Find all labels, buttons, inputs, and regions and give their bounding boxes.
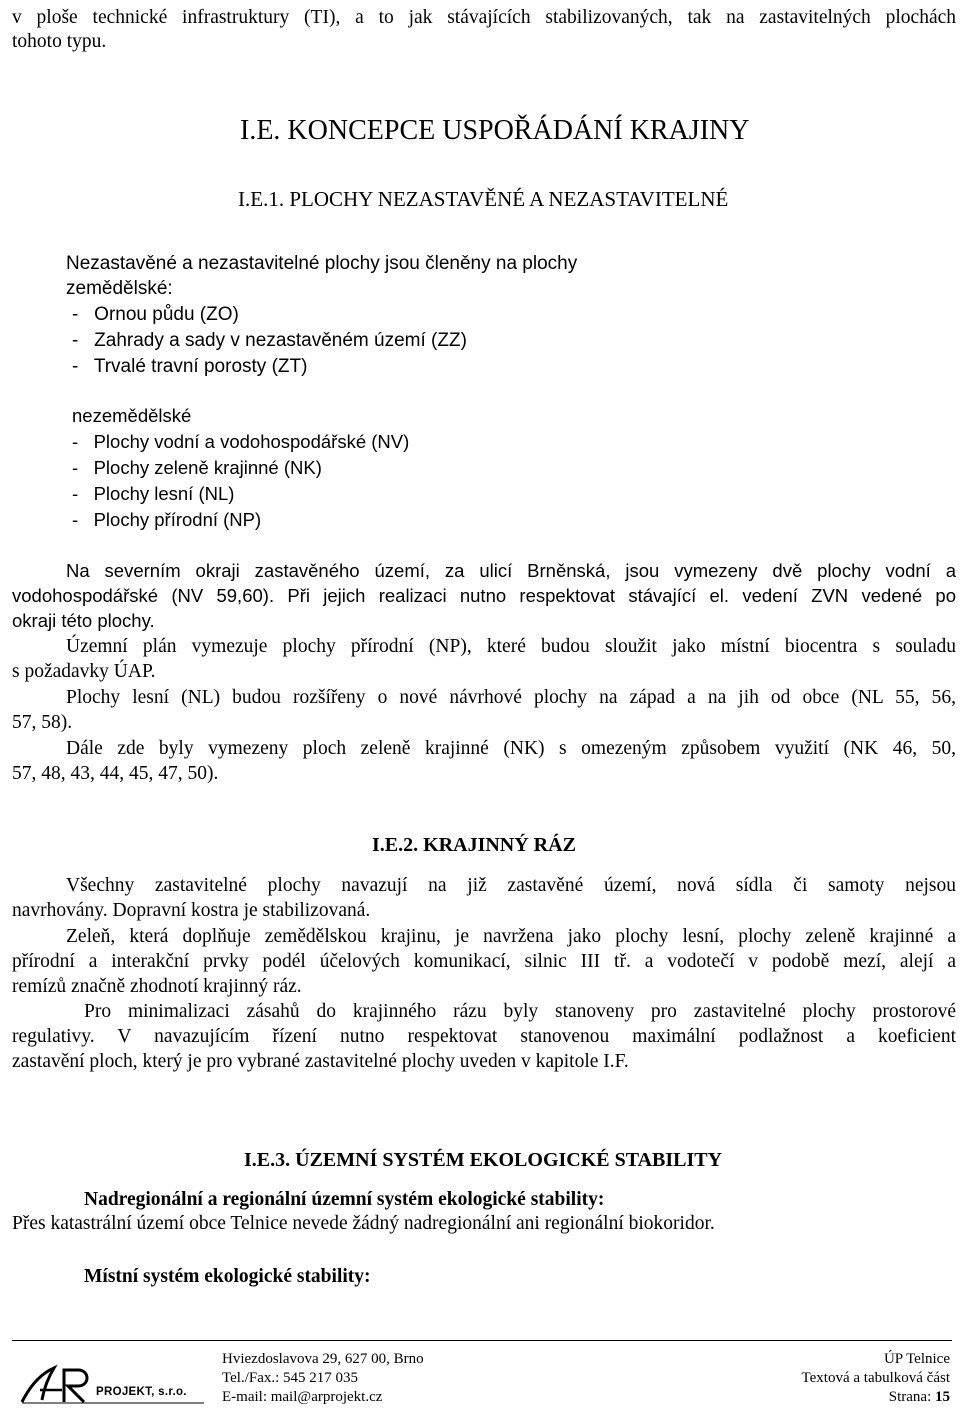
agri-item: - Ornou půdu (ZO) [72, 304, 239, 325]
e1-p2-line-1: Územní plán vymezuje plochy přírodní (NP), které budou sloužit jako místní biocentra s souladu [66, 636, 956, 657]
footer-rule [12, 1340, 952, 1341]
e2-p1-line-2: navrhovány. Dopravní kostra je stabilizovaná. [12, 900, 371, 921]
footer-page-number: 15 [935, 1389, 950, 1405]
footer-phone: Tel./Fax.: 545 217 035 [222, 1370, 359, 1386]
e2-p2-line-2: přírodní a interakční prvky podél účelových komunikací, silnic III tř. a vodotečí v podobě mezí, alejí a [12, 951, 956, 972]
e1-p4-line-2: 57, 48, 43, 44, 45, 47, 50). [12, 763, 219, 784]
e1-intro-1: Nezastavěné a nezastavitelné plochy jsou členěny na plochy [66, 253, 578, 274]
footer-doc-title: ÚP Telnice [883, 1351, 950, 1367]
nonagri-item: - Plochy vodní a vodohospodářské (NV) [72, 431, 410, 452]
section-e1-heading: I.E.1. PLOCHY NEZASTAVĚNÉ A NEZASTAVITELNÉ [238, 187, 729, 211]
e1-p1-line-2: vodohospodářské (NV 59,60). Při jejich realizaci nutno respektovat stávající el. vedení ZVN vedené po [12, 585, 956, 606]
e1-p1-line-1: Na severním okraji zastavěného území, za ulicí Brněnská, jsou vymezeny dvě plochy vodní a [66, 560, 956, 581]
section-e-heading: I.E. KONCEPCE USPOŘÁDÁNÍ KRAJINY [240, 115, 750, 146]
section-e3-heading: I.E.3. ÚZEMNÍ SYSTÉM EKOLOGICKÉ STABILITY [244, 1149, 723, 1171]
agri-item: - Trvalé travní porosty (ZT) [72, 356, 308, 377]
e1-p4-line-1: Dále zde byly vymezeny ploch zeleně krajinné (NK) s omezeným způsobem využití (NK 46, 50, [66, 738, 956, 759]
e1-p1-line-3: okraji této plochy. [12, 610, 155, 631]
footer-email: E-mail: mail@arprojekt.cz [222, 1389, 383, 1405]
e1-intro-2: zemědělské: [66, 278, 173, 299]
e3-sub-regional-text: Přes katastrální území obce Telnice nevede žádný nadregionální ani regionální biokoridor. [12, 1213, 715, 1234]
company-logo [18, 1356, 208, 1406]
e1-p3-line-1: Plochy lesní (NL) budou rozšířeny o nové návrhové plochy na západ a na jih od obce (NL 55, 56, [66, 687, 956, 708]
e1-p2-line-2: s požadavky ÚAP. [12, 661, 156, 682]
e1-p3-line-2: 57, 58). [12, 712, 73, 733]
e2-p3-line-2: regulativy. V navazujícím řízení nutno respektovat stanovenou maximální podlažnost a koeficient [12, 1026, 956, 1047]
company-logo-text: PROJEKT, s.r.o. [96, 1386, 187, 1398]
nonagri-item: - Plochy přírodní (NP) [72, 509, 262, 530]
intro-line-2: tohoto typu. [12, 31, 107, 52]
nonagri-item: - Plochy zeleně krajinné (NK) [72, 457, 322, 478]
e2-p2-line-1: Zeleň, která doplňuje zemědělskou krajinu, je navržena jako plochy lesní, plochy zeleně krajinné a [66, 926, 956, 947]
footer-page [889, 1388, 950, 1407]
footer-address: Hviezdoslavova 29, 627 00, Brno [222, 1351, 424, 1367]
footer-doc-part: Textová a tabulková část [801, 1370, 950, 1386]
e2-p3-line-3: zastavění ploch, který je pro vybrané zastavitelné plochy uveden v kapitole I.F. [12, 1051, 629, 1072]
section-e2-heading: I.E.2. KRAJINNÝ RÁZ [372, 834, 576, 856]
e2-p1-line-1: Všechny zastavitelné plochy navazují na již zastavěné území, nová sídla či samoty nejsou [66, 875, 956, 896]
e2-p2-line-3: remízů značně zhodnotí krajinný ráz. [12, 976, 302, 997]
intro-line-1: v ploše technické infrastruktury (TI), a to jak stávajících stabilizovaných, tak na zastavitelných plochách [12, 7, 956, 28]
footer-page-label: Strana: [888, 1389, 935, 1405]
e3-sub-regional: Nadregionální a regionální územní systém ekologické stability: [84, 1189, 605, 1210]
e2-p3-line-1: Pro minimalizaci zásahů do krajinného rázu byly stanoveny pro zastavitelné plochy prostorové [84, 1001, 956, 1022]
e3-sub-local: Místní systém ekologické stability: [84, 1266, 371, 1287]
agri-item: - Zahrady a sady v nezastavěném území (ZZ) [72, 330, 467, 351]
nonagri-heading: nezemědělské [72, 405, 192, 426]
nonagri-item: - Plochy lesní (NL) [72, 483, 235, 504]
